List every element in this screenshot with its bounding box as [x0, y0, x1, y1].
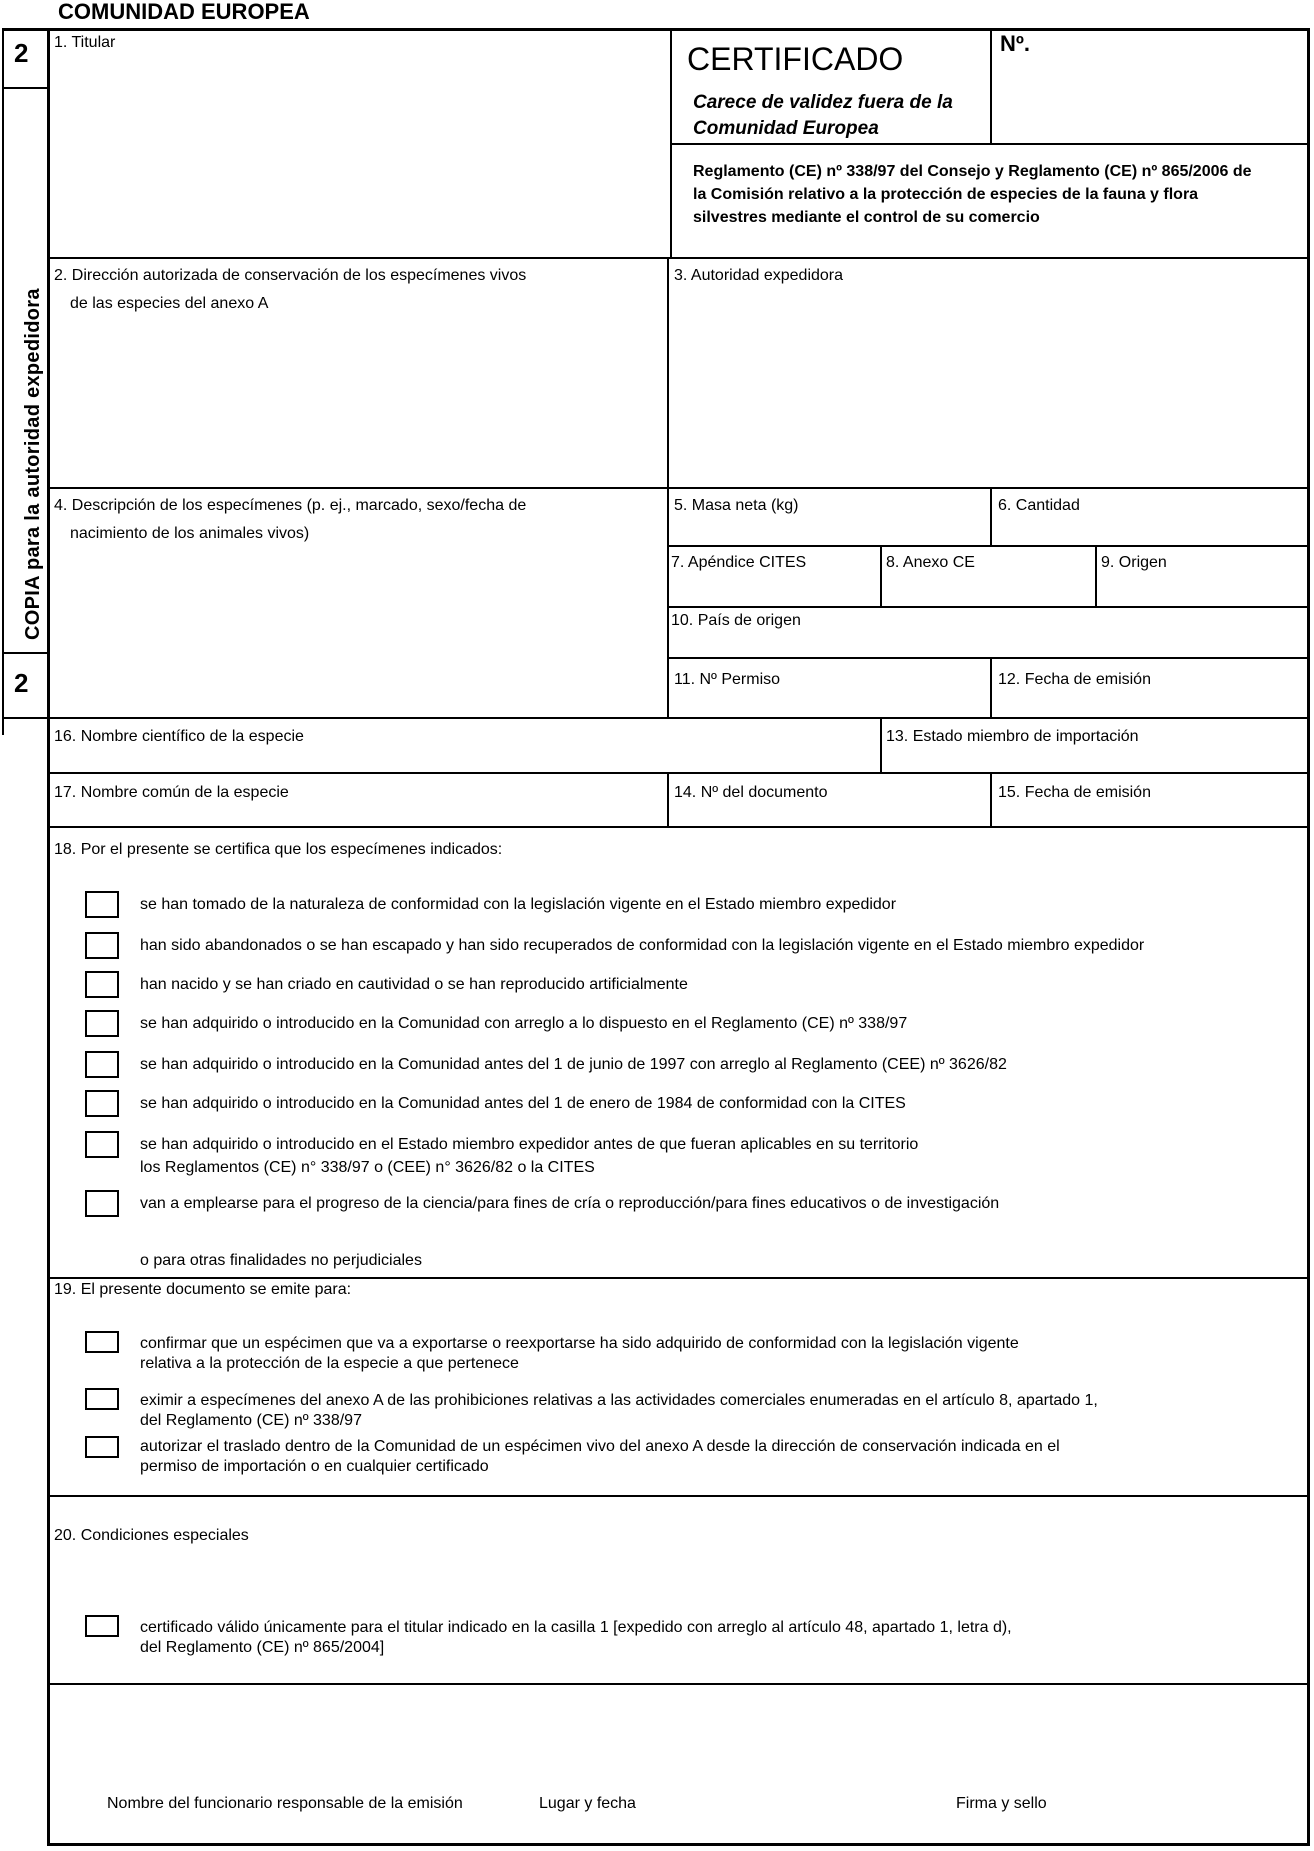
field-6-label: 6. Cantidad — [998, 497, 1080, 514]
official-name-label: Nombre del funcionario responsable de la emisión — [107, 1795, 463, 1812]
s19-option-3: autorizar el traslado dentro de la Comunidad de un espécimen vivo del anexo A desde la dirección de conservación indicada en el — [140, 1438, 1060, 1455]
field-15-label: 15. Fecha de emisión — [998, 784, 1151, 801]
s19-checkbox-3[interactable] — [85, 1436, 119, 1458]
field-5-label: 5. Masa neta (kg) — [674, 497, 799, 514]
s19-option-1: confirmar que un espécimen que va a exportarse o reexportarse ha sido adquirido de conformidad con la legislación vigente — [140, 1335, 1019, 1352]
s20-option: certificado válido únicamente para el titular indicado en la casilla 1 [expedido con arreglo al artículo 48, apartado 1, letra d), — [140, 1619, 1012, 1636]
section-18-heading: 18. Por el presente se certifica que los especímenes indicados: — [54, 841, 503, 858]
s19-checkbox-1[interactable] — [85, 1331, 119, 1353]
s18-option-8: van a emplearse para el progreso de la ciencia/para fines de cría o reproducción/para fines educativos o de investigación — [140, 1195, 1000, 1212]
field-11-label: 11. Nº Permiso — [674, 671, 781, 688]
copy-number-bottom: 2 — [14, 668, 29, 698]
s18-option-1: se han tomado de la naturaleza de conformidad con la legislación vigente en el Estado miembro expedidor — [140, 896, 897, 913]
s18-option-5: se han adquirido o introducido en la Comunidad antes del 1 de junio de 1997 con arreglo al Reglamento (CEE) nº 3626/82 — [140, 1056, 1007, 1073]
s19-option-1-cont: relativa a la protección de la especie a que pertenece — [140, 1355, 519, 1372]
s20-checkbox[interactable] — [85, 1615, 119, 1637]
field-14-label: 14. Nº del documento — [674, 784, 828, 801]
s18-checkbox-7[interactable] — [85, 1131, 119, 1158]
field-12-label: 12. Fecha de emisión — [998, 671, 1151, 688]
copy-number-top: 2 — [14, 38, 29, 68]
field-2-label-cont: de las especies del anexo A — [70, 295, 269, 312]
s18-checkbox-8[interactable] — [85, 1190, 119, 1217]
validity-line-1: Carece de validez fuera de la — [693, 92, 953, 113]
s18-checkbox-4[interactable] — [85, 1010, 119, 1037]
field-4-label-cont: nacimiento de los animales vivos) — [70, 525, 310, 542]
field-16-label: 16. Nombre científico de la especie — [54, 728, 304, 745]
field-9-label: 9. Origen — [1101, 554, 1167, 571]
s19-option-2: eximir a especímenes del anexo A de las prohibiciones relativas a las actividades comerciales enumeradas en el artículo 8, apartado 1, — [140, 1392, 1098, 1409]
s18-option-3: han nacido y se han criado en cautividad o se han reproducido artificialmente — [140, 976, 688, 993]
section-19-heading: 19. El presente documento se emite para: — [54, 1281, 352, 1298]
number-label: Nº. — [1000, 31, 1031, 56]
s18-checkbox-1[interactable] — [85, 891, 119, 918]
field-4-label: 4. Descripción de los especímenes (p. ej., marcado, sexo/fecha de — [54, 497, 527, 514]
field-13-label: 13. Estado miembro de importación — [886, 728, 1139, 745]
field-10-label: 10. País de origen — [671, 612, 801, 629]
copy-vertical-label: COPIA para la autoridad expedidora — [22, 288, 44, 640]
certificate-title: CERTIFICADO — [687, 41, 904, 77]
s19-checkbox-2[interactable] — [85, 1388, 119, 1410]
s18-checkbox-3[interactable] — [85, 971, 119, 998]
s18-checkbox-5[interactable] — [85, 1051, 119, 1078]
field-1-label: 1. Titular — [54, 34, 116, 51]
signature-label: Firma y sello — [956, 1795, 1047, 1812]
s18-option-4: se han adquirido o introducido en la Comunidad con arreglo a lo dispuesto en el Reglamento (CE) nº 338/97 — [140, 1015, 908, 1032]
s18-checkbox-2[interactable] — [85, 932, 119, 959]
field-3-label: 3. Autoridad expedidora — [674, 267, 844, 284]
s20-option-cont: del Reglamento (CE) nº 865/2004] — [140, 1639, 385, 1656]
s19-option-2-cont: del Reglamento (CE) nº 338/97 — [140, 1412, 362, 1429]
s18-checkbox-6[interactable] — [85, 1090, 119, 1117]
s18-option-7-cont: los Reglamentos (CE) n° 338/97 o (CEE) n° 3626/82 o la CITES — [140, 1159, 595, 1176]
field-2-label: 2. Dirección autorizada de conservación de los especímenes vivos — [54, 267, 527, 284]
validity-line-2: Comunidad Europea — [693, 118, 879, 139]
regulation-line-3: silvestres mediante el control de su comercio — [693, 209, 1040, 226]
field-17-label: 17. Nombre común de la especie — [54, 784, 289, 801]
s19-option-3-cont: permiso de importación o en cualquier certificado — [140, 1458, 489, 1475]
s18-option-8-cont: o para otras finalidades no perjudiciales — [140, 1252, 422, 1269]
s18-option-6: se han adquirido o introducido en la Comunidad antes del 1 de enero de 1984 de conformidad con la CITES — [140, 1095, 906, 1112]
section-20-heading: 20. Condiciones especiales — [54, 1527, 249, 1544]
field-8-label: 8. Anexo CE — [886, 554, 975, 571]
place-date-label: Lugar y fecha — [539, 1795, 636, 1812]
s18-option-2: han sido abandonados o se han escapado y han sido recuperados de conformidad con la legislación vigente en el Estado miembro expedidor — [140, 937, 1145, 954]
s18-option-7: se han adquirido o introducido en el Estado miembro expedidor antes de que fueran aplicables en su territorio — [140, 1136, 919, 1153]
regulation-line-1: Reglamento (CE) nº 338/97 del Consejo y Reglamento (CE) nº 865/2006 de — [693, 163, 1252, 180]
regulation-line-2: la Comisión relativo a la protección de especies de la fauna y flora — [693, 186, 1199, 203]
field-7-label: 7. Apéndice CITES — [671, 554, 807, 571]
community-title: COMUNIDAD EUROPEA — [58, 0, 310, 24]
